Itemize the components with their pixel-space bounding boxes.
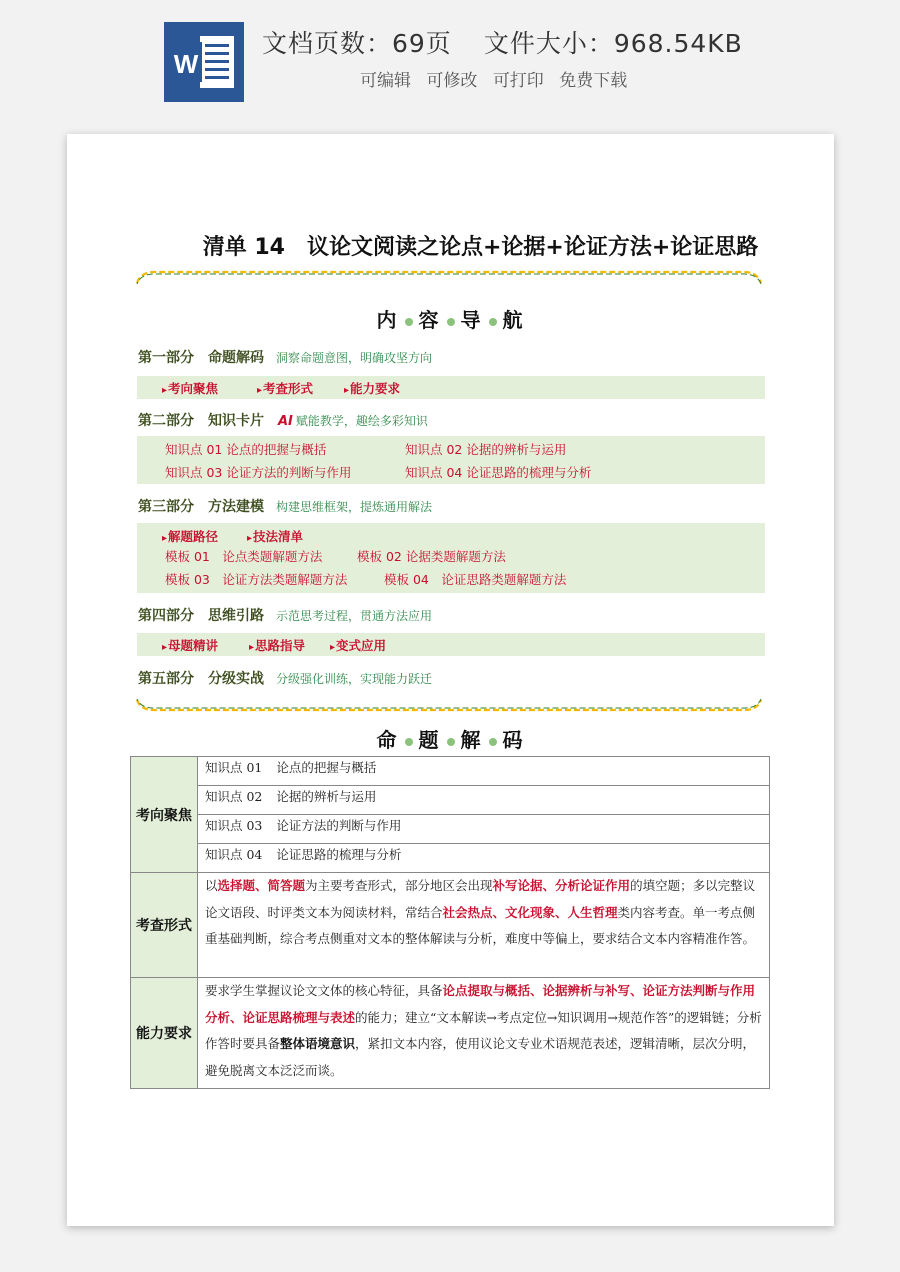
part-4-band	[137, 633, 765, 656]
part-2-band	[137, 436, 765, 484]
tag-model-problem[interactable]: ▸ 母题精讲	[162, 636, 218, 654]
tag-thinking-guide[interactable]: ▸ 思路指导	[249, 636, 305, 654]
template-link-04[interactable]: 模板 04 论证思路类题解题方法	[384, 572, 567, 587]
row-header-form: 考查形式	[131, 873, 198, 978]
highlight-text: 社会热点、文化现象、人生哲理	[442, 904, 618, 920]
table-row	[131, 844, 770, 873]
body-text: 类内容考查。单一考点侧重基础判断，综合考点侧重对文本的整体解读与分析，难度中等偏上，要求结合文本内容精准作答。	[205, 904, 756, 946]
part-1-row: 第一部分 命题解码 洞察命题意图，明确攻坚方向	[138, 350, 433, 366]
nav-heading: 内 容 导 航	[376, 308, 525, 332]
knowledge-point-cell: 知识点 03 论证方法的判断与作用	[198, 815, 770, 844]
template-link-03[interactable]: 模板 03 论证方法类题解题方法	[165, 572, 348, 587]
decode-table	[130, 756, 770, 1089]
action-modifiable: 可修改	[426, 71, 478, 91]
file-size: 文件大小：968.54KB	[483, 29, 743, 58]
body-text: 的填空题；多以完整议论文语段、时评类文本为阅读材料，常结合	[205, 878, 756, 920]
knowledge-link-03[interactable]: 知识点 03 论证方法的判断与作用	[165, 465, 352, 480]
tag-solution-path[interactable]: ▸ 解题路径	[162, 527, 218, 545]
top-wave-divider	[135, 269, 763, 285]
knowledge-link-02[interactable]: 知识点 02 论据的辨析与运用	[405, 442, 567, 457]
knowledge-point-cell: 知识点 04 论证思路的梳理与分析	[198, 844, 770, 873]
document-title: 清单 14 议论文阅读之论点+论据+论证方法+论证思路	[202, 235, 759, 260]
body-text: 的能力；建立“文本解读→考点定位→知识调用→规范作答”的逻辑链；分析作答时要具备	[205, 1009, 762, 1051]
table-row	[131, 978, 770, 1089]
tag-variant-apply[interactable]: ▸ 变式应用	[330, 636, 386, 654]
table-row	[131, 786, 770, 815]
page-count: 文档页数：69页	[262, 29, 452, 58]
body-text: 以	[205, 878, 218, 893]
part-4-row: 第四部分 思维引路 示范思考过程，贯通方法应用	[138, 608, 433, 624]
action-free-download: 免费下载	[559, 71, 628, 91]
knowledge-point-cell: 知识点 01 论点的把握与概括	[198, 757, 770, 786]
exam-form-description	[198, 873, 770, 978]
highlight-text: 整体语境意识	[280, 1036, 356, 1051]
doc-meta	[262, 24, 743, 60]
row-header-ability: 能力要求	[131, 978, 198, 1089]
knowledge-link-01[interactable]: 知识点 01 论点的把握与概括	[165, 442, 327, 457]
action-printable: 可打印	[492, 71, 544, 91]
row-header-focus: 考向聚焦	[131, 757, 198, 873]
tag-technique-list[interactable]: ▸ 技法清单	[247, 527, 303, 545]
knowledge-point-cell: 知识点 02 论据的辨析与运用	[198, 786, 770, 815]
table-row	[131, 815, 770, 844]
doc-actions	[360, 66, 637, 91]
decode-heading: 命 题 解 码	[376, 728, 525, 752]
template-link-02[interactable]: 模板 02 论据类题解题方法	[357, 549, 506, 564]
tag-focus[interactable]: ▸ 考向聚焦	[162, 379, 218, 397]
word-doc-icon	[164, 22, 244, 102]
body-text: 要求学生掌握议论文文体的核心特征，具备	[205, 983, 443, 998]
download-header	[0, 0, 900, 130]
action-editable: 可编辑	[360, 71, 411, 91]
table-row	[131, 873, 770, 978]
highlight-text: 选择题、简答题	[217, 878, 306, 893]
part-3-row: 第三部分 方法建模 构建思维框架，提炼通用解法	[138, 499, 433, 515]
highlight-text: 补写论据、分析论证作用	[492, 878, 631, 893]
document-page	[67, 134, 834, 1226]
svg-text:W: W	[173, 49, 199, 79]
tag-ability[interactable]: ▸ 能力要求	[344, 379, 400, 397]
part-2-row: 第二部分 知识卡片 AI 赋能教学，趣绘多彩知识	[138, 413, 428, 429]
template-link-01[interactable]: 模板 01 论点类题解题方法	[165, 549, 323, 564]
part-3-band	[137, 523, 765, 593]
part-1-band	[137, 376, 765, 399]
highlight-text: 论点提取与概括、论据辨析与补写、论证方法判断与作用分析、论证思路梳理与表述	[205, 983, 756, 1025]
tag-form[interactable]: ▸ 考查形式	[257, 379, 313, 397]
table-row	[131, 757, 770, 786]
part-5-row: 第五部分 分级实战 分级强化训练，实现能力跃迁	[138, 671, 433, 687]
knowledge-link-04[interactable]: 知识点 04 论证思路的梳理与分析	[405, 465, 592, 480]
bottom-wave-divider	[135, 698, 763, 714]
body-text: ，紧扣文本内容，使用议论文专业术语规范表述，逻辑清晰，层次分明，避免脱离文本泛泛而谈。	[205, 1036, 756, 1078]
ai-badge: AI	[278, 414, 293, 429]
body-text: 为主要考查形式，部分地区会出现	[305, 878, 493, 893]
ability-description	[198, 978, 770, 1089]
